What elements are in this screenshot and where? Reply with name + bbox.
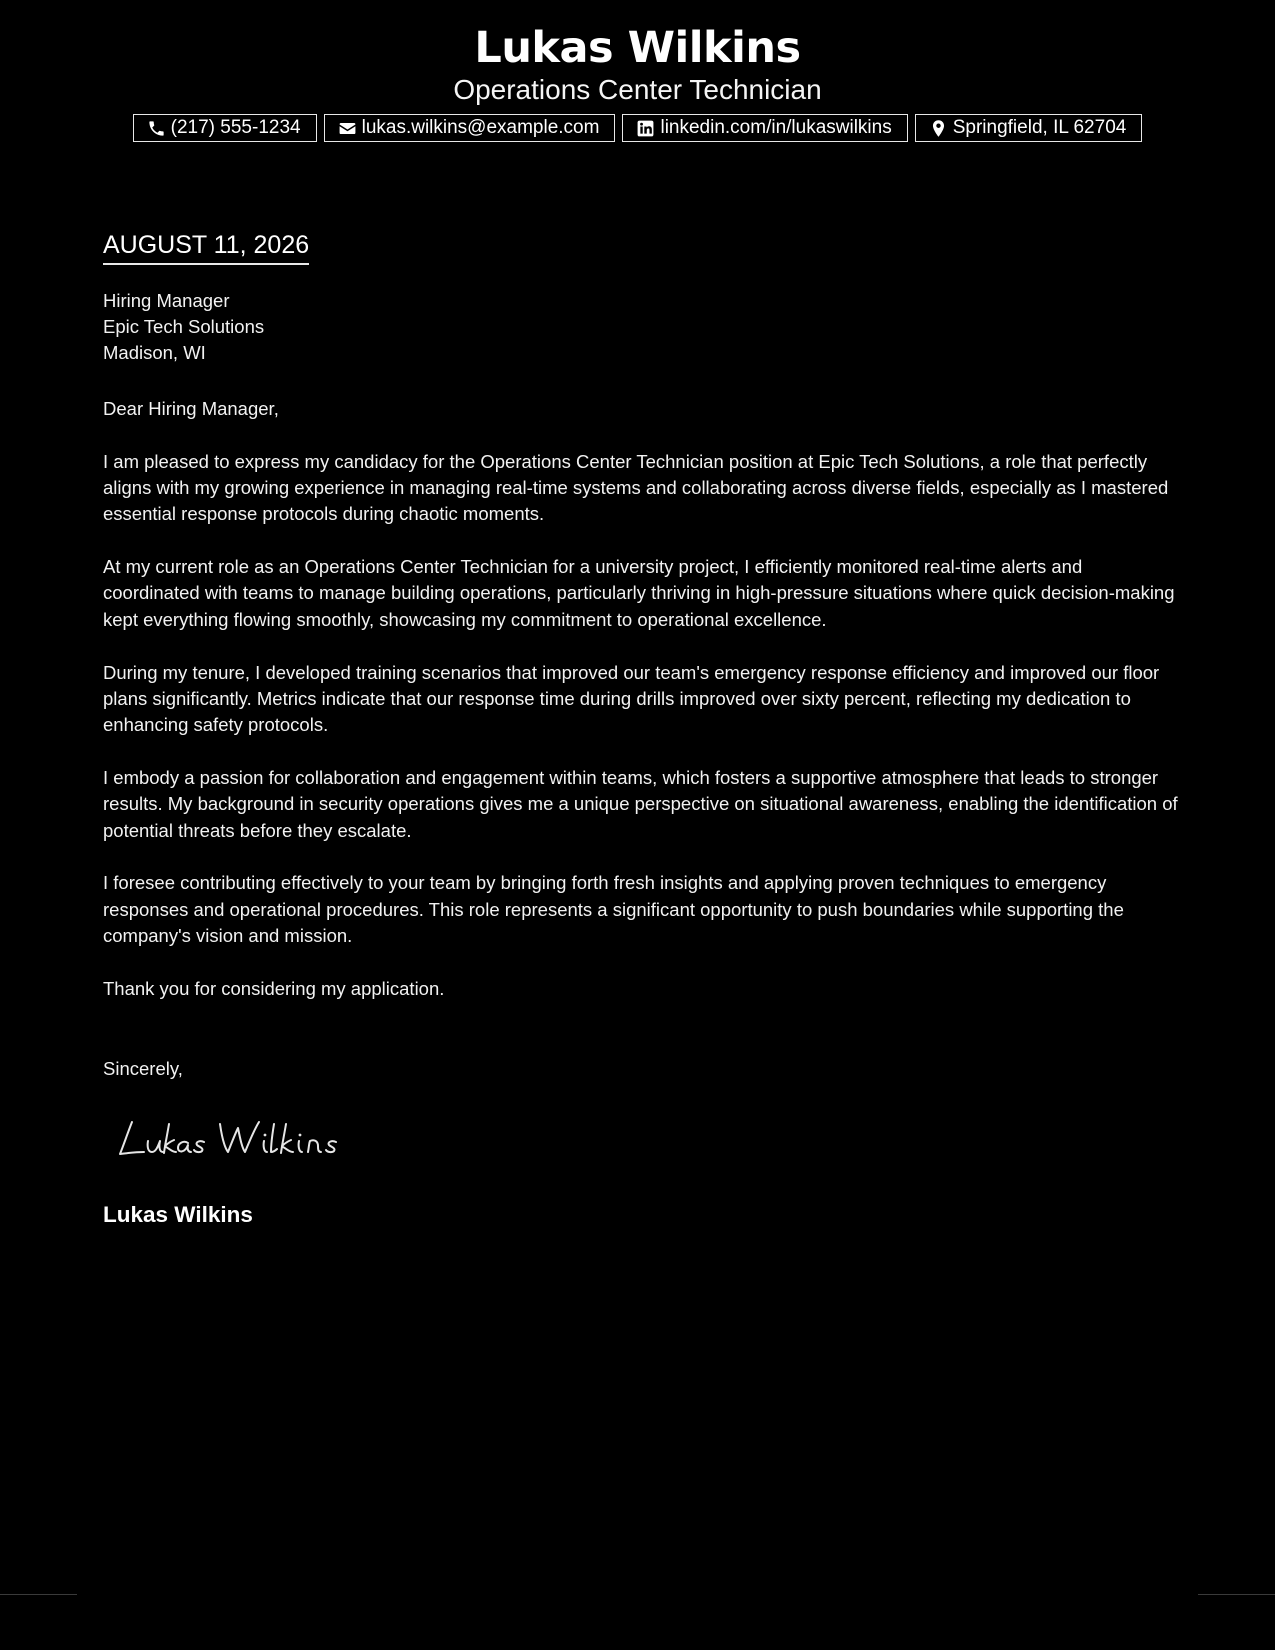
- body-paragraph: I foresee contributing effectively to your team by bringing forth fresh insights and applying proven techniques to emergency responses and operational procedures. This role represents a significant opportunity to push boundaries while supporting the company's vision and mission.: [103, 872, 1124, 946]
- body-paragraph: Thank you for considering my application.: [103, 977, 445, 999]
- letter-body: [103, 396, 1183, 1029]
- footer-divider-right: [1198, 1594, 1275, 1595]
- handwritten-signature: [114, 1112, 354, 1162]
- signer-name: Lukas Wilkins: [103, 1202, 253, 1227]
- envelope-icon: [338, 119, 357, 138]
- recipient-location: Madison, WI: [103, 342, 206, 363]
- recipient-company: Epic Tech Solutions: [103, 316, 265, 337]
- body-paragraph: I embody a passion for collaboration and engagement within teams, which fosters a supportive atmosphere that leads to stronger results. My background in security operations gives me a unique perspective on situational awareness, enabling the identification of potential threats before they escalate.: [103, 766, 1178, 841]
- contact-phone[interactable]: [133, 114, 317, 142]
- salutation: Dear Hiring Manager,: [103, 398, 279, 419]
- contact-location[interactable]: [915, 114, 1143, 142]
- contact-location-text: Springfield, IL 62704: [952, 117, 1127, 138]
- contact-phone-text: (217) 555-1234: [170, 117, 301, 138]
- contact-email[interactable]: [324, 114, 616, 142]
- recipient-block: [103, 288, 264, 366]
- recipient-role: Hiring Manager: [103, 290, 230, 311]
- applicant-name: Lukas Wilkins: [474, 23, 801, 73]
- body-paragraph: During my tenure, I developed training scenarios that improved our team's emergency response efficiency and improved our floor plans significantly. Metrics indicate that our response time during drills improved over sixty percent, reflecting my dedication to enhancing safety protocols.: [103, 661, 1160, 736]
- body-paragraph: At my current role as an Operations Center Technician for a university project, I efficiently monitored real-time alerts and coordinated with teams to manage building operations, particularly thriving in high-pressure situations where quick decision-making kept everything flowing smoothly, showcasing my commitment to operational excellence.: [103, 556, 1175, 630]
- linkedin-icon: [636, 119, 655, 138]
- contact-linkedin-text: linkedin.com/in/lukaswilkins: [660, 117, 892, 138]
- applicant-title: Operations Center Technician: [453, 74, 822, 105]
- contact-email-text: lukas.wilkins@example.com: [361, 117, 600, 138]
- body-paragraph: I am pleased to express my candidacy for the Operations Center Technician position at Epic Tech Solutions, a role that perfectly aligns with my growing experience in managing real-time systems and collaborating across diverse fields, especially as I mastered essential response protocols during chaotic moments.: [103, 450, 1169, 525]
- letter-date: AUGUST 11, 2026: [103, 230, 309, 265]
- letter-header: [0, 22, 1275, 142]
- map-pin-icon: [929, 119, 948, 138]
- closing: Sincerely,: [103, 1058, 183, 1079]
- contact-linkedin[interactable]: [622, 114, 907, 142]
- contact-bar: [0, 114, 1275, 142]
- phone-icon: [147, 119, 166, 138]
- footer-divider-left: [0, 1594, 77, 1595]
